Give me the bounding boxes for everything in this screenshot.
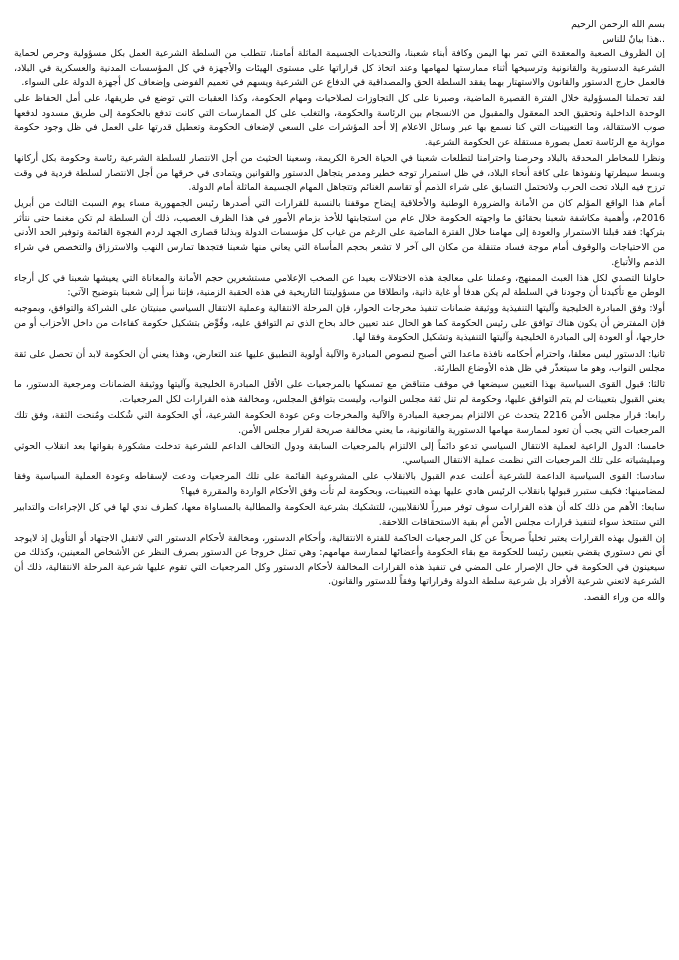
point-sixth: سادسا: القوى السياسية الداعمة للشرعية أعلنت عدم القبول بالانقلاب على المشروعية القائمة على تلك المرجعيات ودعت لإسقاطه وعودة العملية السياسية وفقا لمضامينها: فكيف ستبرر قبولها بانقلاب الرئيس هادي عليها بهذه التعيينات، وبحكومة لم تأت وفق الأحكام الواردة والمقررة فيها؟ (14, 471, 665, 497)
closing-line: والله من وراء القصد. (583, 591, 665, 603)
paragraph-clarification: حاولنا التصدي لكل هذا العبث الممنهج، وعملنا على معالجة هذه الاختلالات بعيدا عن الصخب الإعلامي مستشعرين حجم الأمانة والمعاناة التي يعيشها شعبنا في كل أرجاء الوطن مع تأكيدنا أن وجودنا في السلطة لم يكن هدفا أو غاية ذاتية، وانطلاقا من مسؤوليتنا التاريخية في هذه الحقبة الزمنية، فإننا نبرأ إلى شعبنا بتوضيح الآتي: (14, 272, 665, 299)
point-second: ثانيا: الدستور ليس معلقا، واحترام أحكامه نافذة ماعدا التي أصبح لنصوص المبادرة والآلية أولوية التطبيق عليها عند التعارض، وهذا يعني أن الحكومة لابد أن تحصل على ثقة مجلس النواب، وهو ما سيتعذّر في ظل هذه الأوضاع الطارئة. (14, 348, 665, 375)
basmala: بسم الله الرحمن الرحيم (571, 19, 665, 30)
point-fourth: رابعا: قرار مجلس الأمن 2216 يتحدث عن الالتزام بمرجعية المبادرة والآلية والمخرجات وعن عودة الحكومة الشرعية، أي الحكومة التي شُكلت ومُنحت الثقة، وفق تلك المرجعيات التي يجب أن تعود لممارسة مهامها الدستورية والقانونية، ما يعني مخالفة صريحة لقرار مجلس الأمن. (14, 409, 665, 436)
statement-body (14, 47, 665, 605)
point-fifth: خامسا: الدول الراعية لعملية الانتقال السياسي تدعو دائماً إلى الالتزام بالمرجعيات السابقة ودول التحالف الداعم للشرعية تدخلت مشكورة بقواتها بعد انقلاب الحوثي وميليشياته على تلك المرجعيات التي نظمت عملية الانتقال السياسي. (14, 440, 665, 467)
paragraph-intro: إن الظروف الصعبة والمعقدة التي تمر بها اليمن وكافة أبناء شعبنا، والتحديات الجسيمة الماثلة أمامنا، تتطلب من السلطة الشرعية العمل بكل مسؤولية وحرص لحماية الشرعية الدستورية والقانونية وترسيخها أثناء ممارستها لمهامها وعند اتخاذ كل قراراتها على مستوى الهيئات والأجهزة في كل المؤسسات المدنية والعسكرية في البلاد، فالعمل خارج الدستور والقانون والاستهتار بهما يفقد السلطة الحق والمصداقية في الدفاع عن الشرعية ويسهم في تعميم الفوضى وإضعاف كل أجهزة الدولة على السواء. (14, 48, 665, 89)
point-third: ثالثا: قبول القوى السياسية بهذا التعيين سيضعها في موقف متناقض مع تمسكها بالمرجعيات على الأقل المبادرة الخليجية وآليتها ووثيقة الضمانات ومرجعية الدستور، ما يعني القبول بتعيينات لم يتم التوافق عليها، وحكومة لم تنل ثقة مجلس النواب، وليست بتوافق المجلس، ومخالفة هذه القرارات لكل المرجعيات. (14, 379, 665, 405)
point-seventh: سابعا: الأهم من ذلك كله أن هذه القرارات سوف توفر مبرراً للانقلابيين، للتشكيك بشرعية الحكومة والمطالبة بالمساواة معها، كطرف ندي لها في كل الإجراءات والتدابير التي ستتخذ سواء لتنفيذ قرارات مجلس الأمن أم بقية الاستحقاقات اللاحقة. (14, 502, 665, 528)
paragraph-position: أمام هذا الواقع المؤلم كان من الأمانة والضرورة الوطنية والأخلاقية إيضاح موقفنا بالنسبة للقرارات التي أصدرها رئيس الجمهورية مساء يوم السبت الثالث من أبريل 2016م، وأهمية مكاشفة شعبنا بحقائق ما واجهته الحكومة خلال عام من استجابتها للأخذ بزمام الأمور في هذا الظرف العصيب، ذلك أن السلطة لم تكن مغنما حتى نتأثر بتركها: فقد قبلنا الاستمرار والعودة إلى مهامنا خلال الفترة الماضية على الرغم من غياب كل مؤسسات الدولة وبذلنا قصارى الجهد لردم الفجوة القائمة وتوفير الحد الأدنى من الاحتياجات والوقوف أمام موجة فساد متنقلة من مكان الى آخر لا تشعر بحجم المأساة التي يعاني منها شعبنا فتجدها تمارس النهب والاسترزاق والتخصص في شراء الذمم والأتباع. (14, 198, 665, 268)
statement-heading: ..هذا بيانٌ للناس (602, 33, 665, 45)
paragraph-conclusion: إن القبول بهذه القرارات يعتبر تخلياً صريحاً عن كل المرجعيات الحاكمة للفترة الانتقالية، وأحكام الدستور، ومخالفة لأحكام الدستور التي لاتقبل الاجتهاد أو التأويل إذ لايوجد أي نص دستوري يقضي بتعيين رئيسا للحكومة مع بقاء الحكومة وأعضائها لممارسة مهامهم: وهي تمثل خروجا عن الدستور بصرف النظر عن الأشخاص المعينين، وكذلك من سيعينون في الحكومة في حال الإصرار على المضي في تنفيذ هذه القرارات المخالفة لأحكام الدستور وكل المرجعيات التي تقوم عليها شرعية المرحلة الانتقالية، ذلك أن الشرعية لاتعني شرعية الأفراد بل شرعية سلطة الدولة وقراراتها وفقاً للدستور والقانون. (14, 532, 665, 588)
paragraph-responsibility: لقد تحملنا المسؤولية خلال الفترة القصيرة الماضية، وصبرنا على كل التجاوزات لصلاحيات ومهام الحكومة، وكذا العقبات التي توضع في طريقها، على أمل الحفاظ على الوحدة الداخلية وتحقيق الحد المعقول والمقبول من الانسجام بين الرئاسة والحكومة، والتغلب على كل الممارسات التي كانت تدفع بالحكومة إلى طريق مسدود لدفعها صوب الاستقالة، وما التعيينات التي كنا نسمع بها عبر وسائل الاعلام إلا أحد المؤشرات على السعي لإضعاف الحكومة وتعطيل قدرتها على العمل في ظل وجود حكومة موازية مع الرئاسة تعمل بصورة مستقلة عن الحكومة الشرعية. (14, 93, 665, 148)
point-first: أولا: وفق المبادرة الخليجية وآليتها التنفيذية ووثيقة ضمانات تنفيذ مخرجات الحوار، فإن المرحلة الانتقالية وعملية الانتقال السياسي مبنيتان على الشراكة والتوافق، وبموجبه فإن المفترض أن يكون هناك توافق على رئيس الحكومة كما هو الحال عند تعيين خالد بحاح الذي تم التوافق عليه، وفُوِّض بتشكيل حكومة كفاءات من داخل الأحزاب أو من خارجها، أو العودة إلى المبادرة الخليجية وآليتها التنفيذية وتشكيل الحكومة وفقا لها. (14, 303, 665, 344)
paragraph-risks: ونظرا للمخاطر المحدقة بالبلاد وحرصنا واحترامنا لتطلعات شعبنا في الحياة الحرة الكريمة، وسعينا الحثيث من أجل الانتصار للسلطة الشرعية رئاسة وحكومة بكل أركانها وبسط سيطرتها ونفوذها على كافة أنحاء البلاد، في ظل استمرار توجه خطير ومدمر يتجاهل الدستور والقوانين ويتمادى في خرقها من أجل الانتصار لسلطة فردية في وقت ترزح فيه البلاد تحت الحرب ولاتحتمل التسابق على شراء الذمم أو تقاسم الغنائم وتتجاهل المهام الجسيمة الماثلة أمام الدولة. (14, 153, 665, 194)
